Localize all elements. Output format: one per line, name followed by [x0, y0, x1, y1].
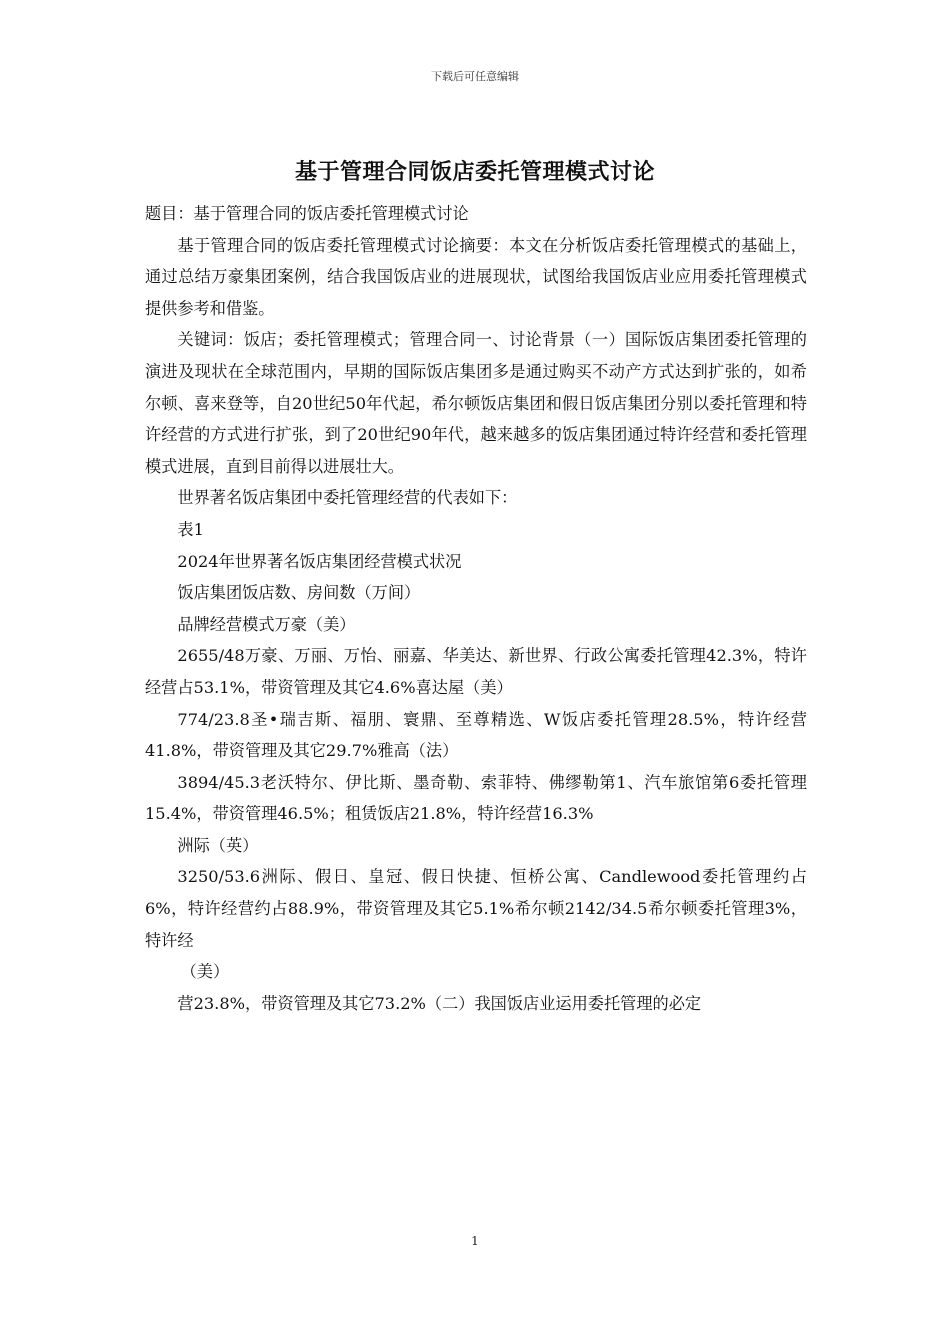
table-row-hilton-country: （美）: [180, 962, 230, 982]
page-header-note: 下载后可任意编辑: [431, 70, 519, 83]
table-title: 2024年世界著名饭店集团经营模式状况: [177, 551, 462, 571]
table-row-ihg: 3250/53.6洲际、假日、皇冠、假日快捷、恒桥公寓、Candlewood委托管理约占6%，特许经营约占88.9%，带资管理及其它5.1%希尔顿2142/34.5希尔顿委托管理3%，特许经: [145, 867, 807, 950]
paragraph-abstract: 基于管理合同的饭店委托管理模式讨论摘要：本文在分析饭店委托管理模式的基础上，通过总结万豪集团案例，结合我国饭店业的进展现状，试图给我国饭店业应用委托管理模式提供参考和借鉴。: [145, 235, 807, 318]
paragraph-tail: 营23.8%，带资管理及其它73.2%（二）我国饭店业运用委托管理的必定: [177, 993, 702, 1013]
paragraph-subject: 题目：基于管理合同的饭店委托管理模式讨论: [145, 204, 469, 223]
table-column-header-2: 品牌经营模式万豪（美）: [177, 614, 356, 634]
paragraph-intro: 世界著名饭店集团中委托管理经营的代表如下：: [177, 488, 518, 508]
table-row-marriott: 2655/48万豪、万丽、万怡、丽嘉、华美达、新世界、行政公寓委托管理42.3%，特许经营占53.1%，带资管理及其它4.6%喜达屋（美）: [145, 646, 807, 697]
document-body: [145, 198, 807, 1019]
paragraph-keywords: 关键词：饭店；委托管理模式；管理合同一、讨论背景（一）国际饭店集团委托管理的演进及现状在全球范围内，早期的国际饭店集团多是通过购买不动产方式达到扩张的，如希尔顿、喜来登等，自20世纪50年代起，希尔顿饭店集团和假日饭店集团分别以委托管理和特许经营的方式进行扩张，到了20世纪90年代，越来越多的饭店集团通过特许经营和委托管理模式进展，直到目前得以进展壮大。: [145, 330, 807, 476]
document-title: 基于管理合同饭店委托管理模式讨论: [294, 160, 655, 185]
table-row-ihg-name: 洲际（英）: [177, 835, 259, 855]
table-row-accor: 3894/45.3老沃特尔、伊比斯、墨奇勒、索菲特、佛缪勒第1、汽车旅馆第6委托管理15.4%，带资管理46.5%；租赁饭店21.8%，特许经营16.3%: [145, 772, 807, 824]
table-row-starwood: 774/23.8圣•瑞吉斯、福朋、寰鼎、至尊精选、W饭店委托管理28.5%，特许经营41.8%，带资管理及其它29.7%雅高（法）: [145, 709, 807, 761]
table-column-header-1: 饭店集团饭店数、房间数（万间）: [177, 583, 421, 603]
table-number: 表1: [177, 519, 204, 539]
page-number: 1: [471, 1234, 479, 1248]
